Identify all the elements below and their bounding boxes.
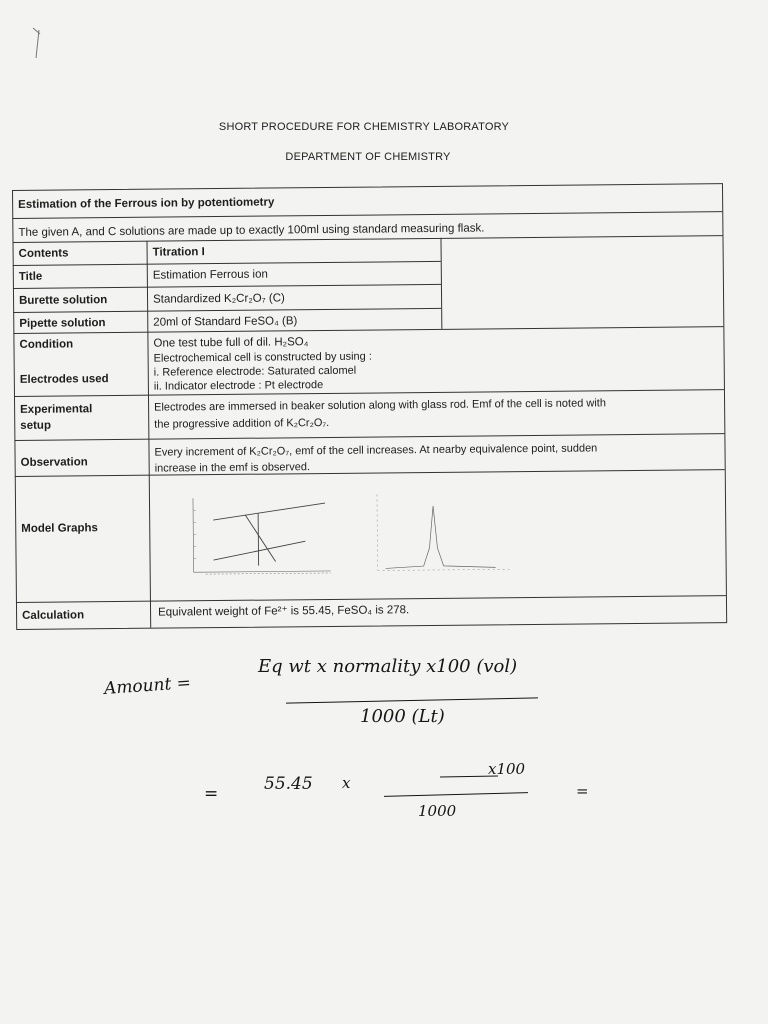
burette-value: Standardized K₂Cr₂O₇ (C)	[153, 292, 285, 306]
observation-label: Observation	[20, 456, 88, 469]
calculation-label: Calculation	[22, 609, 85, 622]
contents-value: Titration I	[152, 246, 205, 259]
title-label: Title	[18, 270, 43, 283]
handwritten-value: 55.45	[264, 774, 313, 794]
derivative-peak-curve	[385, 505, 496, 568]
upper-trend-line	[213, 503, 325, 520]
burette-label: Burette solution	[19, 294, 108, 307]
handwritten-numerator: Eq wt x normality x100 (vol)	[258, 656, 518, 677]
observation-line-1: Every increment of K₂Cr₂O₇, emf of the cell increases. At nearby equivalence point, sudden	[154, 442, 598, 459]
contents-label: Contents	[18, 247, 69, 260]
connecting-curve	[245, 514, 275, 561]
electrodes-line-1: Electrochemical cell is constructed by using :	[153, 350, 372, 365]
handwritten-small-denominator: 1000	[418, 802, 457, 820]
margin-pencil-mark	[30, 24, 46, 60]
electrodes-line-3: ii. Indicator electrode : Pt electrode	[153, 379, 324, 393]
experiment-name: Estimation of the Ferrous ion by potentiometry	[18, 196, 275, 211]
calculation-value: Equivalent weight of Fe²⁺ is 55.45, FeSO₄ is 278.	[158, 604, 410, 619]
graph-y-axis	[377, 495, 378, 571]
electrodes-line-2: i. Reference electrode: Saturated calomel	[153, 364, 357, 379]
department-name: DEPARTMENT OF CHEMISTRY	[285, 151, 451, 163]
condition-value: One test tube full of dil. H₂SO₄	[153, 336, 309, 350]
experiment-intro: The given A, and C solutions are made up to exactly 100ml using standard measuring flask.	[18, 222, 485, 239]
handwritten-amount-label: Amount =	[103, 672, 192, 700]
handwritten-denominator: 1000 (Lt)	[360, 706, 445, 727]
handwritten-equals-left: =	[204, 784, 219, 804]
handwritten-equals-right: =	[576, 782, 589, 800]
setup-line-2: the progressive addition of K₂Cr₂O₇.	[154, 416, 330, 431]
title-value: Estimation Ferrous ion	[152, 268, 268, 282]
handwritten-small-numerator: x100	[488, 760, 526, 778]
condition-label: Condition	[19, 338, 74, 351]
procedure-table	[12, 183, 727, 630]
handwritten-small-fraction-bar	[384, 792, 528, 797]
derivative-graph	[345, 487, 516, 589]
document-title: SHORT PROCEDURE FOR CHEMISTRY LABORATORY	[218, 121, 510, 133]
graph-x-axis	[194, 571, 331, 572]
handwritten-fraction-bar	[286, 697, 538, 703]
emf-vs-volume-graph	[165, 489, 336, 591]
handwritten-times: x	[342, 774, 351, 792]
graph-y-axis	[193, 498, 194, 572]
graph-x-axis	[378, 569, 511, 570]
lower-trend-line	[213, 541, 305, 560]
setup-label: Experimental	[20, 403, 93, 416]
graphs-label: Model Graphs	[21, 522, 98, 535]
setup-label-2: setup	[20, 419, 51, 432]
pipette-value: 20ml of Standard FeSO₄ (B)	[153, 315, 298, 329]
pipette-label: Pipette solution	[19, 317, 106, 330]
setup-line-1: Electrodes are immersed in beaker solution along with glass rod. Emf of the cell is noted with	[154, 397, 606, 414]
observation-line-2: increase in the emf is observed.	[154, 461, 311, 475]
electrodes-label: Electrodes used	[19, 373, 109, 386]
